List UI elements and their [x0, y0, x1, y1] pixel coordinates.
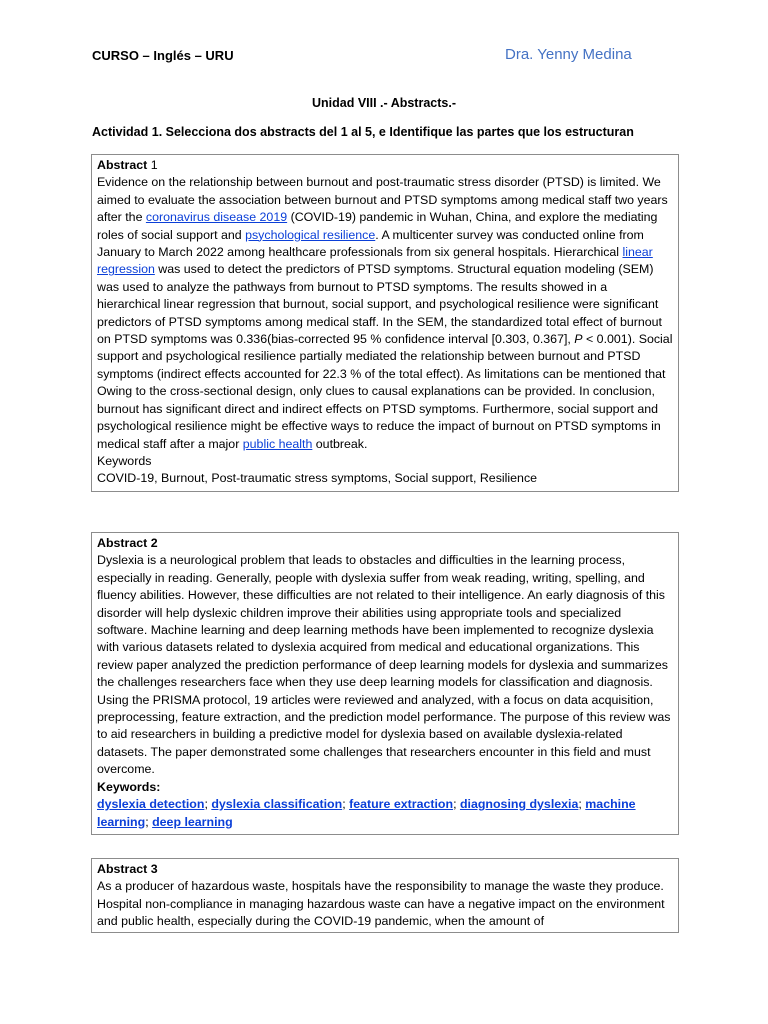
abstract-2-box [91, 532, 679, 835]
abstract-1-number: 1 [147, 158, 158, 172]
teacher-name: Dra. Yenny Medina [505, 46, 632, 63]
abstract-1-keywords-label: Keywords [97, 453, 152, 468]
link-psychological-resilience[interactable]: psychological resilience [245, 227, 376, 242]
keyword-separator: ; [453, 797, 460, 812]
keyword-machine-learning[interactable]: machine learning [97, 797, 636, 829]
keyword-separator: ; [342, 797, 350, 812]
abstract-3-body: As a producer of hazardous waste, hospitals have the responsibility to manage the waste they produce. Hospital non-compliance in managing hazardous waste can have a negative impact on the environment and public health, especially during the COVID-19 pandemic, when the amount of [97, 879, 665, 929]
abstract-1-text: outbreak. [312, 436, 368, 451]
activity-text: . Selecciona dos abstracts del 1 al 5, e Identifique las partes que los estructuran [158, 125, 634, 139]
activity-instruction [92, 125, 692, 139]
abstract-1-text: burnout has significant direct and indirect effects on PTSD symptoms. Furthermore, social support and psychological resilience might be effective ways to reduce the impact of burnout on PTSD symptoms in medical staff after a major [97, 401, 661, 451]
abstract-2-heading: Abstract 2 [97, 536, 158, 550]
abstract-1-text: Evidence on the relationship between burnout and post-traumatic stress disorder (PTSD) is limited. We aimed to evaluate the association between burnout and PTSD symptoms among medical staff two years after the [97, 175, 668, 225]
keyword-separator: ; [578, 797, 586, 812]
abstract-2-body: Dyslexia is a neurological problem that leads to obstacles and difficulties in the learning process, especially in reading. Generally, people with dyslexia suffer from weak reading, writing, spelling, and fluency abilities. However, these difficulties are not related to their intelligence. An early diagnosis of this disorder will help dyslexic children improve their abilities using appropriate tools and specialized software. Machine learning and deep learning methods have been implemented to recognize dyslexia with various datasets related to dyslexia acquired from medical and educational organizations. This review paper analyzed the prediction performance of deep learning models for dyslexia and summarizes the challenges researchers face when they use deep learning models for classification and diagnosis. Using the PRISMA protocol, 19 articles were reviewed and analyzed, with a focus on data acquisition, preprocessing, feature extraction, and the prediction model performance. The purpose of this review was to aid researchers in building a predictive model for dyslexia based on available dyslexia-related datasets. The paper demonstrated some challenges that researchers encounter in this field and must overcome. [97, 553, 671, 777]
abstract-1-heading-label: Abstract [97, 158, 148, 172]
abstract-3-heading: Abstract 3 [97, 862, 158, 876]
abstract-3-box [91, 858, 679, 933]
abstract-1-body [97, 174, 673, 400]
keyword-diagnosing-dyslexia[interactable]: diagnosing dyslexia [459, 797, 579, 812]
p-value-symbol: P [574, 332, 583, 347]
abstract-1-heading [97, 157, 673, 174]
keyword-dyslexia-detection[interactable]: dyslexia detection [97, 797, 205, 812]
course-header: CURSO – Inglés – URU [92, 48, 234, 63]
activity-label: Actividad 1 [92, 125, 159, 139]
abstract-1-text: (COVID-19) pandemic in Wuhan, China, and explore the mediating roles of social support and [97, 210, 658, 242]
abstract-1-text: . A multicenter survey was conducted online from January to March 2022 among healthcare professionals from six general hospitals. Hierarchical [97, 227, 644, 260]
keyword-dyslexia-classification[interactable]: dyslexia classification [211, 797, 343, 812]
keyword-deep-learning[interactable]: deep learning [152, 814, 233, 829]
abstract-2-keywords [97, 796, 673, 831]
link-linear-regression[interactable]: linear regression [97, 245, 653, 277]
abstract-2-keywords-label: Keywords: [97, 779, 161, 794]
abstract-1-keywords: COVID-19, Burnout, Post-traumatic stress symptoms, Social support, Resilience [97, 471, 538, 486]
keyword-feature-extraction[interactable]: feature extraction [349, 797, 454, 812]
abstract-1-conclusion [97, 401, 673, 453]
abstract-1-box [91, 154, 679, 492]
abstract-1-text: was used to detect the predictors of PTSD symptoms. Structural equation modeling (SEM) was used to analyze the pathways from burnout to PTSD symptoms. The results showed in a hierarchical linear regression that burnout, social support, and psychological resilience were significant predictors of PTSD symptoms among medical staff. In the SEM, the standardized total effect of burnout on PTSD symptoms was 0.336(bias-corrected 95 % confidence interval [0.303, 0.367], [97, 262, 662, 347]
unit-title: Unidad VIII .- Abstracts.- [311, 96, 456, 110]
abstract-1-text: < 0.001). Social support and psychological resilience partially mediated the relationship between burnout and PTSD symptoms (indirect effects accounted for 22.3 % of the total effect). As limitations can be mentioned that Owing to the cross-sectional design, only clues to causal explanations can be provided. In conclusion, [97, 332, 673, 399]
link-coronavirus-disease-2019[interactable]: coronavirus disease 2019 [145, 210, 288, 225]
keyword-separator: ; [204, 797, 212, 812]
keyword-separator: ; [145, 814, 153, 829]
link-public-health[interactable]: public health [242, 436, 313, 451]
